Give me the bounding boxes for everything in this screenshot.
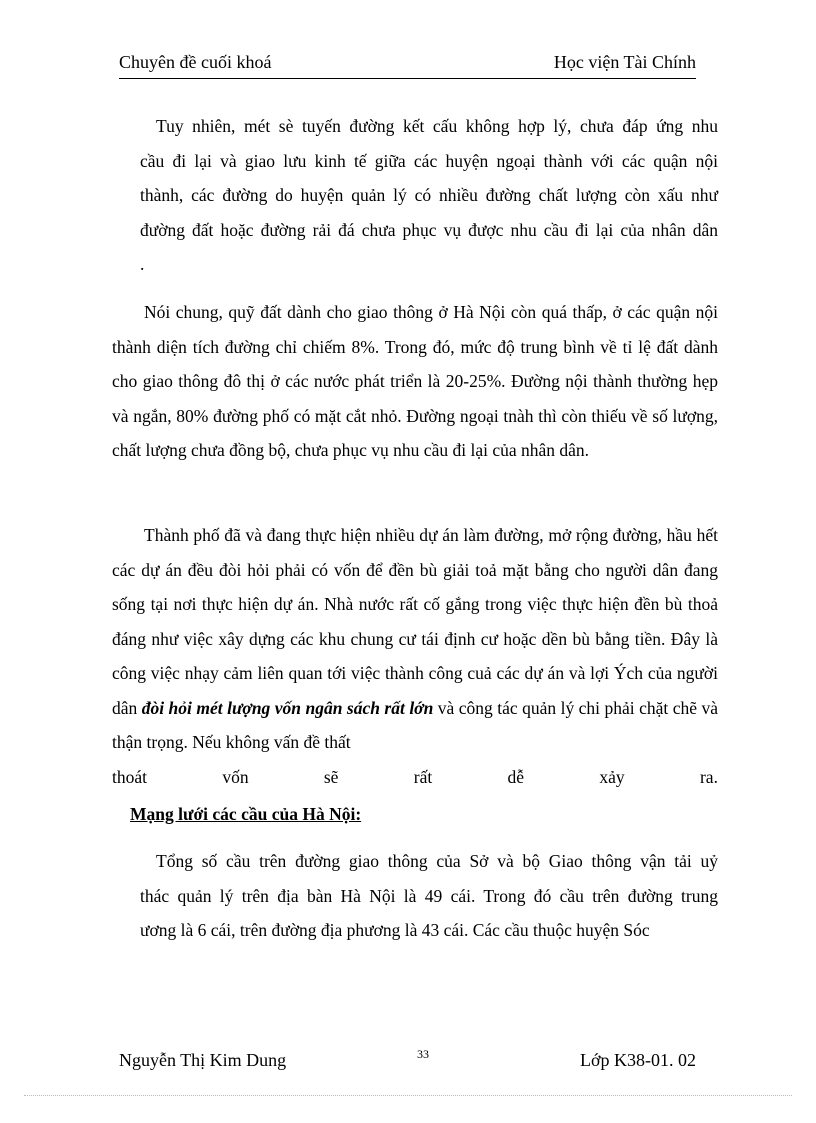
paragraph-line: Tổng số cầu trên đường giao thông của Sở và bộ Giao thông vận tải uỷ bbox=[156, 851, 718, 871]
word: xảy bbox=[599, 766, 625, 787]
emphasized-text: đòi hỏi mét lượng vốn ngân sách rất lớn bbox=[141, 697, 434, 718]
paragraph-line: thành, các đường do huyện quản lý có nhiều đường chất lượng còn xấu như bbox=[140, 185, 718, 205]
section-heading-bridges: Mạng lưới các cầu của Hà Nội: bbox=[130, 804, 362, 824]
footer-author: Nguyễn Thị Kim Dung bbox=[119, 1050, 287, 1070]
paragraph-route-structure bbox=[140, 109, 718, 282]
paragraph-last-line bbox=[112, 760, 718, 795]
header-document-title: Chuyên đề cuối khoá bbox=[119, 52, 272, 72]
paragraph-land-for-transport bbox=[112, 295, 718, 468]
word: rất bbox=[413, 766, 433, 787]
paragraph-text: và công tác quản lý chi phải chặt chẽ và thận trọng. Nếu không vấn đề thất bbox=[112, 697, 718, 752]
paragraph-bridge-count bbox=[140, 844, 718, 948]
paragraph-line: đường đất hoặc đường rải đá chưa phục vụ được nhu cầu đi lại của nhân dân bbox=[140, 219, 718, 240]
paragraph-line: Tuy nhiên, mét sè tuyến đường kết cấu không hợp lý, chưa đáp ứng nhu bbox=[156, 116, 718, 136]
word: sẽ bbox=[323, 766, 339, 787]
word: ra. bbox=[699, 766, 718, 787]
footer-class-code: Lớp K38-01. 02 bbox=[579, 1050, 696, 1070]
paragraph-line: . bbox=[140, 254, 145, 274]
paragraph-text: Thành phố đã và đang thực hiện nhiều dự án làm đường, mở rộng đường, hầu hết các dự án đều đòi hỏi phải có vốn để đền bù giải toả mặt bằng cho người dân đang sống tại nơi thực hiện dự án. Nhà nước rất cố gắng trong việc thực hiện đền bù thoả đáng như việc xây dựng các khu chung cư tái định cư hoặc dền bù bằng tiền. Đây là công việc nhạy cảm liên quan tới việc thành công cuả các dự án và lợi Ých của người dân bbox=[112, 525, 718, 718]
page-header bbox=[119, 52, 696, 79]
paragraph-line: thác quản lý trên địa bàn Hà Nội là 49 cái. Trong đó cầu trên đường trung bbox=[140, 885, 718, 906]
paragraph-road-projects bbox=[112, 518, 718, 794]
word: thoát bbox=[112, 766, 147, 787]
page-number: 33 bbox=[417, 1047, 429, 1061]
paragraph-line: ương là 6 cái, trên đường địa phương là 43 cái. Các cầu thuộc huyện Sóc bbox=[140, 920, 650, 940]
page-bottom-divider bbox=[24, 1095, 792, 1096]
header-institution: Học viện Tài Chính bbox=[553, 52, 696, 72]
paragraph-text: Nói chung, quỹ đất dành cho giao thông ở Hà Nội còn quá thấp, ở các quận nội thành diện tích đường chỉ chiếm 8%. Trong đó, mức độ trung bình về tỉ lệ đất dành cho giao thông đô thị ở các nước phát triển là 20-25%. Đường nội thành thường hẹp và ngắn, 80% đường phố có mặt cắt nhỏ. Đường ngoại tnàh thì còn thiếu về số lượng, chất lượng chưa đồng bộ, chưa phục vụ nhu cầu đi lại của nhân dân. bbox=[112, 302, 718, 460]
paragraph-line: cầu đi lại và giao lưu kinh tế giữa các huyện ngoại thành với các quận nội bbox=[140, 150, 718, 171]
word: vốn bbox=[222, 766, 249, 787]
word: dễ bbox=[507, 766, 525, 787]
